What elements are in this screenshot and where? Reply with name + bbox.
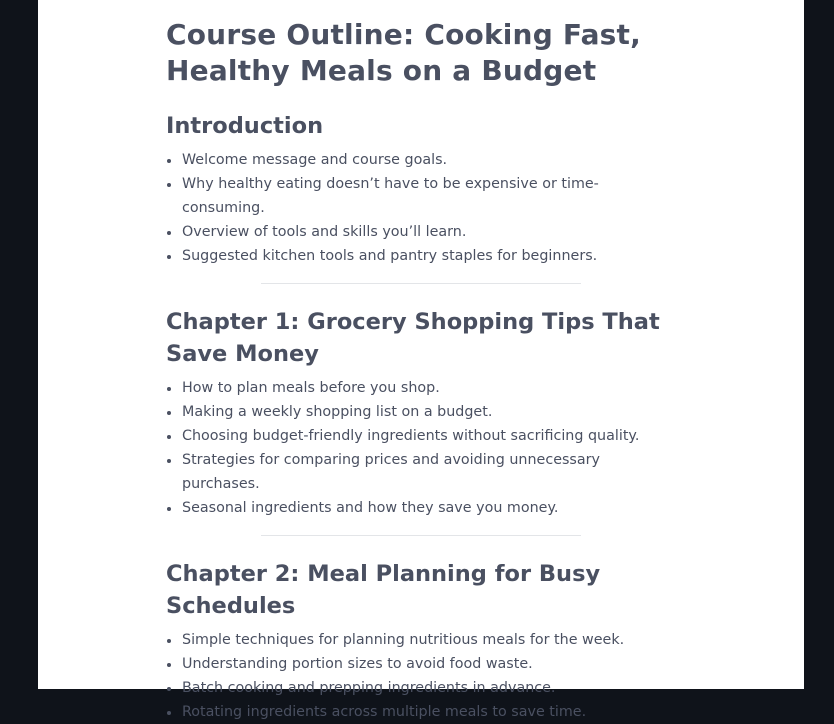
list-item: • Suggested kitchen tools and pantry staples for beginners. — [181, 244, 666, 268]
introduction-list — [166, 148, 666, 268]
list-item: • Choosing budget-friendly ingredients without sacrificing quality. — [181, 424, 666, 448]
list-item: • Seasonal ingredients and how they save you money. — [181, 496, 666, 520]
list-item: • Making a weekly shopping list on a budget. — [181, 400, 666, 424]
chapter-2-list — [166, 628, 666, 724]
list-item: • Strategies for comparing prices and avoiding unnecessary purchases. — [181, 448, 666, 496]
divider — [261, 535, 581, 536]
list-item: • Understanding portion sizes to avoid food waste. — [181, 652, 666, 676]
list-item: • Batch cooking and prepping ingredients in advance. — [181, 676, 666, 700]
section-heading-chapter-2: Chapter 2: Meal Planning for Busy Schedules — [166, 561, 601, 619]
document-page — [38, 0, 804, 720]
section-heading-introduction: Introduction — [166, 113, 324, 139]
list-item: • Simple techniques for planning nutritious meals for the week. — [181, 628, 666, 652]
chapter-1-list — [166, 376, 666, 520]
divider — [261, 283, 581, 284]
list-item: • Rotating ingredients across multiple meals to save time. — [181, 700, 666, 724]
section-heading-chapter-1: Chapter 1: Grocery Shopping Tips That Save Money — [166, 309, 660, 367]
list-item: • Why healthy eating doesn’t have to be expensive or time-consuming. — [181, 172, 666, 220]
list-item: • Overview of tools and skills you’ll learn. — [181, 220, 666, 244]
content-column — [166, 17, 666, 724]
page-title: Course Outline: Cooking Fast, Healthy Meals on a Budget — [166, 18, 641, 87]
list-item: • Welcome message and course goals. — [181, 148, 666, 172]
list-item: • How to plan meals before you shop. — [181, 376, 666, 400]
